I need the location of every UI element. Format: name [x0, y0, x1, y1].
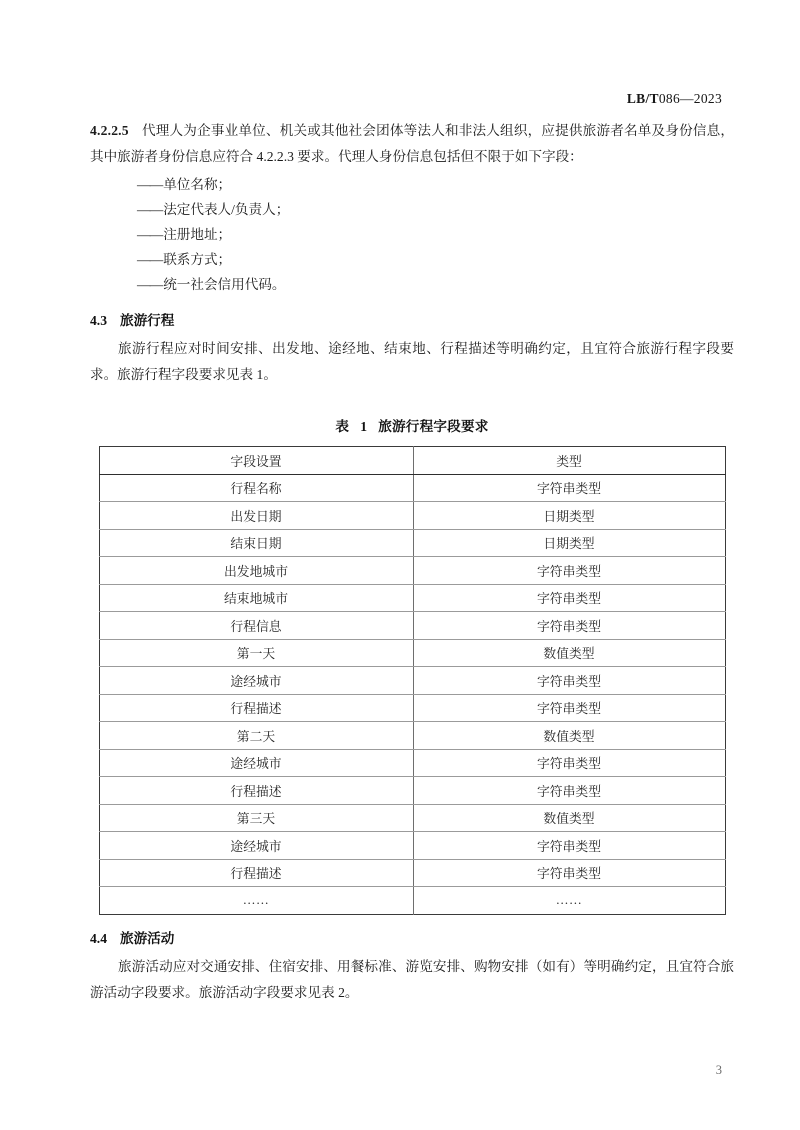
cell-type: 字符串类型 [413, 667, 725, 695]
cell-field: 结束日期 [99, 529, 413, 557]
list-item-label: 联系方式； [163, 252, 232, 267]
list-item [90, 222, 734, 247]
cell-field: 途经城市 [99, 832, 413, 860]
list-item [90, 172, 734, 197]
cell-field: 行程描述 [99, 859, 413, 887]
cell-type: 字符串类型 [413, 612, 725, 640]
cell-type: 日期类型 [413, 529, 725, 557]
list-item [90, 197, 734, 222]
cell-field: 出发日期 [99, 502, 413, 530]
clause-4-2-2-5-text: 代理人为企事业单位、机关或其他社会团体等法人和非法人组织，应提供旅游者名单及身份信息，其中旅游者身份信息应符合 4.2.2.3 要求。代理人身份信息包括但不限于如下字段： [90, 123, 734, 164]
cell-type: 字符串类型 [413, 584, 725, 612]
cell-type: 字符串类型 [413, 832, 725, 860]
section-4-3-number: 4.3 [90, 313, 107, 328]
table-row [99, 502, 725, 530]
table-row [99, 474, 725, 502]
list-item [90, 272, 734, 297]
cell-field: 行程描述 [99, 694, 413, 722]
clause-4-2-2-5 [90, 118, 734, 170]
cell-field: 途经城市 [99, 749, 413, 777]
table-row [99, 694, 725, 722]
cell-type: 字符串类型 [413, 749, 725, 777]
cell-field: …… [99, 887, 413, 915]
cell-field: 行程描述 [99, 777, 413, 805]
em-dash-marker: —— [137, 202, 163, 217]
table-row [99, 887, 725, 915]
table-1-trip-fields [99, 446, 726, 915]
em-dash-marker: —— [137, 252, 163, 267]
cell-type: …… [555, 892, 583, 907]
cell-field: 第二天 [99, 722, 413, 750]
cell-field: 第一天 [99, 639, 413, 667]
table-body [99, 474, 725, 914]
table-1-caption [90, 415, 734, 435]
cell-type: 字符串类型 [413, 557, 725, 585]
table-1-caption-title: 旅游行程字段要求 [378, 419, 489, 434]
list-item [90, 247, 734, 272]
cell-type: 字符串类型 [413, 777, 725, 805]
table-row [99, 804, 725, 832]
agent-identity-field-list [90, 172, 734, 297]
clause-4-2-2-5-number: 4.2.2.5 [90, 123, 129, 138]
list-item-label: 法定代表人/负责人； [163, 202, 290, 217]
cell-field: 途经城市 [99, 667, 413, 695]
column-header-field: 字段设置 [99, 447, 413, 475]
table-1-caption-number: 1 [360, 419, 368, 434]
page-content [90, 118, 734, 1006]
table-row [99, 529, 725, 557]
running-header [78, 90, 722, 108]
cell-field: 出发地城市 [99, 557, 413, 585]
em-dash-marker: —— [137, 227, 163, 242]
cell-type: 字符串类型 [413, 474, 725, 502]
standard-number: 086—2023 [658, 91, 722, 106]
list-item-label: 单位名称； [163, 177, 232, 192]
table-row [99, 722, 725, 750]
table-row [99, 584, 725, 612]
table-1-caption-label: 表 [335, 419, 350, 434]
em-dash-marker: —— [137, 177, 163, 192]
section-heading-4-3 [90, 309, 734, 333]
column-header-type: 类型 [413, 447, 725, 475]
list-item-label: 统一社会信用代码。 [163, 277, 286, 292]
cell-type: 日期类型 [413, 502, 725, 530]
cell-type: 数值类型 [413, 804, 725, 832]
cell-field: 行程信息 [99, 612, 413, 640]
cell-field: 第三天 [99, 804, 413, 832]
table-row [99, 749, 725, 777]
cell-type: 数值类型 [413, 722, 725, 750]
section-4-4-title: 旅游活动 [120, 930, 175, 946]
table-row [99, 777, 725, 805]
table-row [99, 639, 725, 667]
cell-type: 数值类型 [413, 639, 725, 667]
section-4-4-paragraph: 旅游活动应对交通安排、住宿安排、用餐标准、游览安排、购物安排（如有）等明确约定，且宜符合旅游活动字段要求。旅游活动字段要求见表 2。 [90, 958, 734, 1000]
table-row [99, 557, 725, 585]
page-number: 3 [715, 1063, 722, 1077]
cell-field: 行程名称 [99, 474, 413, 502]
list-item-label: 注册地址； [163, 227, 232, 242]
section-heading-4-4 [90, 927, 734, 951]
standard-code: LB/T [626, 91, 659, 106]
table-row [99, 667, 725, 695]
cell-type: 字符串类型 [413, 859, 725, 887]
cell-field: 结束地城市 [99, 584, 413, 612]
table-header-row [99, 447, 725, 475]
table-row [99, 859, 725, 887]
section-4-3-paragraph: 旅游行程应对时间安排、出发地、途经地、结束地、行程描述等明确约定，且宜符合旅游行程字段要求。旅游行程字段要求见表 1。 [90, 341, 734, 382]
em-dash-marker: —— [137, 277, 163, 292]
section-4-3-title: 旅游行程 [120, 313, 175, 328]
table-row [99, 832, 725, 860]
section-4-4-number: 4.4 [90, 930, 107, 946]
table-row [99, 612, 725, 640]
cell-type: 字符串类型 [413, 694, 725, 722]
